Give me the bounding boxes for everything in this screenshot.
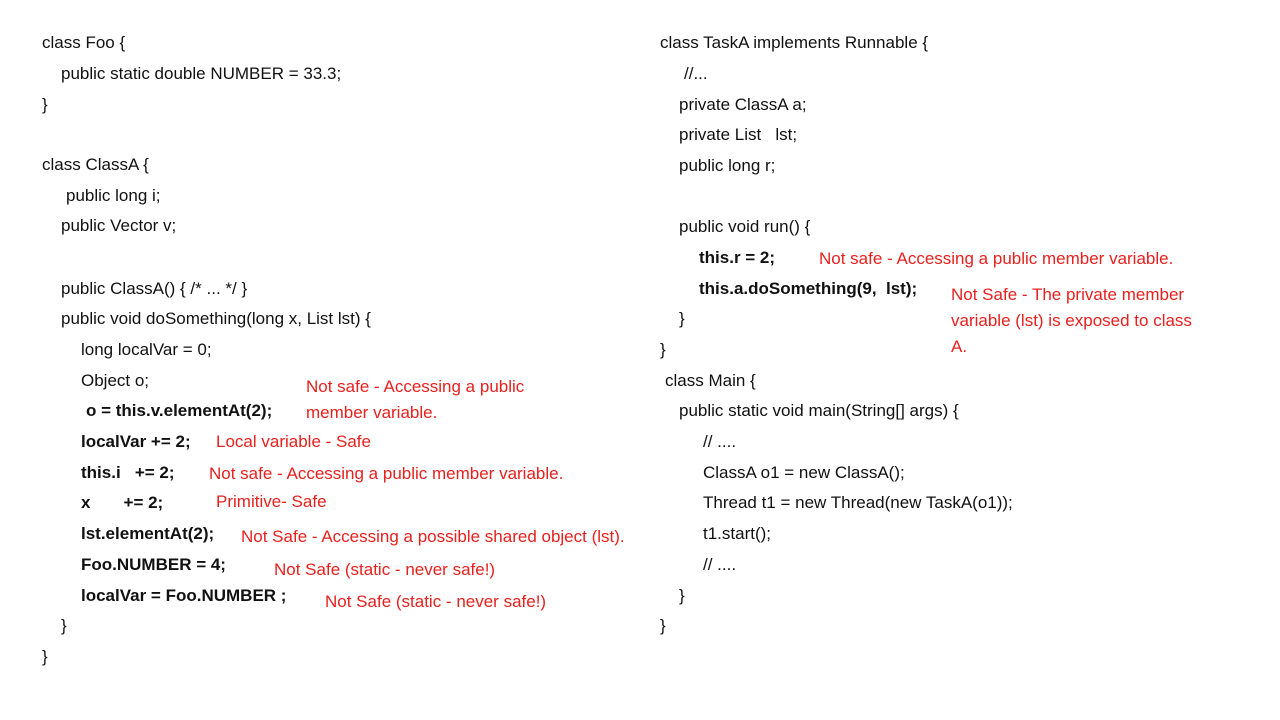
code-line: class ClassA { bbox=[42, 155, 149, 174]
code-line: public void run() { bbox=[679, 217, 811, 236]
code-line: this.a.doSomething(9, lst); bbox=[699, 279, 918, 298]
code-line: class Main { bbox=[665, 371, 756, 390]
annotation-local-var: Local variable - Safe bbox=[216, 432, 371, 451]
code-line: } bbox=[42, 95, 48, 114]
code-line: // .... bbox=[703, 432, 737, 451]
code-line: // .... bbox=[703, 555, 737, 574]
code-line: this.r = 2; bbox=[699, 248, 776, 267]
code-line: public ClassA() { /* ... */ } bbox=[61, 279, 248, 298]
code-line: public void doSomething(long x, List lst) { bbox=[61, 309, 371, 328]
code-line: lst.elementAt(2); bbox=[81, 524, 215, 543]
annotation-vector-access: Not safe - Accessing a public member variable. bbox=[306, 377, 525, 422]
code-line: private ClassA a; bbox=[679, 95, 807, 114]
annotation-static-read: Not Safe (static - never safe!) bbox=[325, 592, 547, 611]
code-line: public static void main(String[] args) { bbox=[679, 401, 959, 420]
annotation-shared-lst: Not Safe - Accessing a possible shared object (lst). bbox=[241, 527, 625, 546]
code-line: class TaskA implements Runnable { bbox=[660, 33, 929, 52]
code-line: Thread t1 = new Thread(new TaskA(o1)); bbox=[703, 493, 1013, 512]
code-line: private List lst; bbox=[679, 125, 798, 144]
annotation-static-assign: Not Safe (static - never safe!) bbox=[274, 560, 496, 579]
code-line: class Foo { bbox=[42, 33, 126, 52]
code-line: o = this.v.elementAt(2); bbox=[86, 401, 273, 420]
code-line: } bbox=[660, 616, 666, 635]
code-line: public long i; bbox=[66, 186, 161, 205]
code-line: t1.start(); bbox=[703, 524, 772, 543]
code-line: long localVar = 0; bbox=[81, 340, 212, 359]
code-line: public long r; bbox=[679, 156, 776, 175]
annotation-public-i: Not safe - Accessing a public member variable. bbox=[209, 464, 564, 483]
annotation-run-lst: Not Safe - The private member variable (lst) is exposed to class A. bbox=[951, 285, 1192, 356]
code-line: } bbox=[660, 340, 666, 359]
annotation-primitive: Primitive- Safe bbox=[216, 492, 327, 511]
code-line: Object o; bbox=[81, 371, 150, 390]
annotation-run-r: Not safe - Accessing a public member variable. bbox=[819, 249, 1174, 268]
code-line: public Vector v; bbox=[61, 216, 177, 235]
code-line: Foo.NUMBER = 4; bbox=[81, 555, 226, 574]
code-line: localVar = Foo.NUMBER ; bbox=[81, 586, 287, 605]
code-line: localVar += 2; bbox=[81, 432, 191, 451]
code-line: //... bbox=[684, 64, 708, 83]
code-line: public static double NUMBER = 33.3; bbox=[61, 64, 342, 83]
code-line: } bbox=[42, 647, 48, 666]
code-line: } bbox=[679, 309, 685, 328]
code-line: } bbox=[679, 586, 685, 605]
code-line: this.i += 2; bbox=[81, 463, 175, 482]
code-line: ClassA o1 = new ClassA(); bbox=[703, 463, 905, 482]
code-line: x += 2; bbox=[81, 493, 164, 512]
code-line: } bbox=[61, 616, 67, 635]
